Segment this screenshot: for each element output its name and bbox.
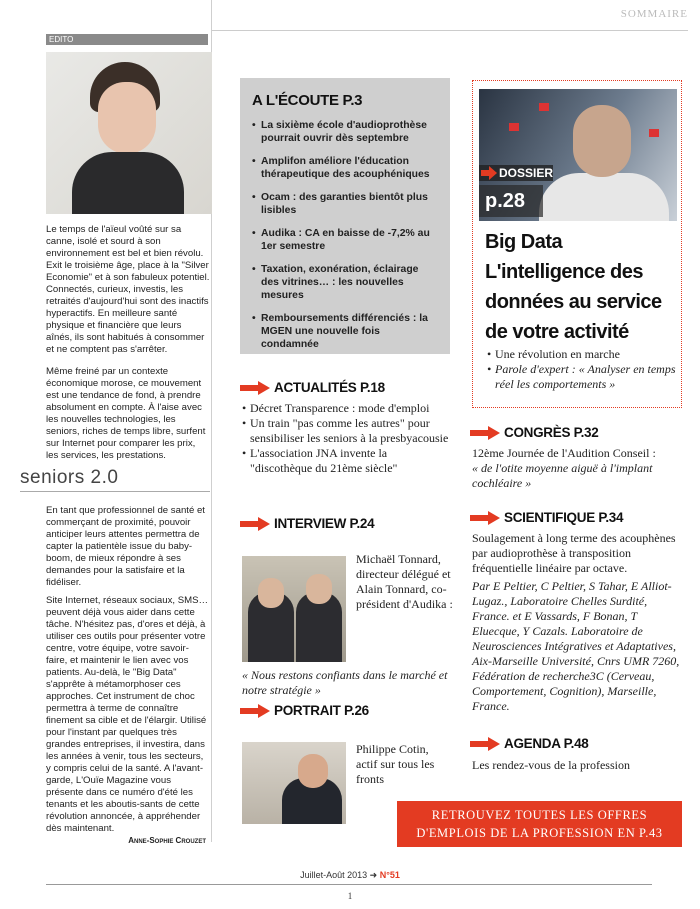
arrow-right-icon	[240, 517, 270, 531]
list-item[interactable]: • Taxation, exonération, éclairage des vitrines… : les nouvelles mesures	[252, 263, 438, 302]
list-item[interactable]: • Parole d'expert : « Analyser en temps réel les comportements »	[487, 362, 679, 392]
editor-signature: Anne-Sophie Crouzet	[128, 836, 206, 845]
interview-quote: « Nous restons confiants dans le marché et notre stratégie »	[242, 668, 448, 697]
scientifique-header[interactable]	[470, 510, 623, 525]
list-item[interactable]: • Un train "pas comme les autres" pour sensibiliser les seniors à la presbyacousie	[242, 416, 452, 446]
section-title: ACTUALITÉS P.18	[274, 380, 385, 395]
editor-photo	[46, 52, 212, 214]
portrait-header[interactable]	[240, 703, 369, 718]
congres-quote: « de l'otite moyenne aiguë à l'implant cochléaire »	[472, 461, 653, 490]
ecoute-box	[240, 78, 450, 354]
congres-header[interactable]	[470, 425, 598, 440]
section-title: PORTRAIT P.26	[274, 703, 369, 718]
list-item[interactable]: • Amplifon améliore l'éducation thérapeutique des acouphéniques	[252, 155, 438, 181]
job-offers-banner[interactable]	[397, 801, 682, 847]
edito-paragraph: Le temps de l'aïeul voûté sur sa canne, isolé et sourd à son environnement est bel et bien révolu. Exit le troisième âge, place à la "Silver Economie" et à son fabuleux potentiel. Connectés, curieux, investis, les retraités d'aujourd'hui sont des inactifs hyperactifs. En meilleure santé physique et financière que leurs aînés, ils sont habitués à consommer et ne comptent pas s'arrêter.	[46, 224, 210, 355]
interview-header[interactable]	[240, 516, 374, 531]
date-text: Juillet-Août 2013 ➜	[300, 870, 378, 880]
banner-line: D'EMPLOIS DE LA PROFESSION EN P.43	[416, 826, 663, 840]
arrow-right-icon	[470, 426, 500, 440]
dossier-title: Big Data L'intelligence des données au service de votre activité	[485, 231, 662, 343]
dossier-page: p.28	[479, 185, 543, 217]
congres-text: 12ème Journée de l'Audition Conseil :	[472, 446, 656, 460]
issue-number: N°51	[379, 870, 400, 880]
edito-paragraph: En tant que professionnel de santé et commerçant de proximité, pouvoir anticiper leurs attentes permettra de capter la patientèle issue du baby-boom, de mieux répondre à ses demandes pour la satisfaire et la fidéliser.	[46, 505, 205, 588]
arrow-right-icon	[470, 737, 500, 751]
dossier-tag: DOSSIER	[479, 165, 553, 181]
portrait-text: Philippe Cotin, actif sur tous les fronts	[356, 742, 435, 786]
section-label: SOMMAIRE	[620, 8, 688, 20]
portrait-photo	[242, 742, 346, 824]
interview-text: Michaël Tonnard, directeur délégué et Alain Tonnard, co-président d'Audika :	[356, 552, 453, 611]
arrow-right-icon	[240, 704, 270, 718]
section-title: AGENDA P.48	[504, 736, 589, 751]
agenda-header[interactable]	[470, 736, 588, 751]
interview-photo	[242, 556, 346, 662]
actualites-header[interactable]	[240, 380, 385, 395]
arrow-right-icon	[470, 511, 500, 525]
edito-paragraph: Même freiné par un contexte économique morose, ce mouvement est une tendance de fond, à prendre absolument en compte. À l'aise avec les nouvelles technologies, les seniors, riches de temps libre, surfent sur Internet pour comparer les prix, les services, les prestations.	[46, 366, 206, 461]
list-item[interactable]: • Ocam : des garanties bientôt plus lisibles	[252, 191, 438, 217]
list-item[interactable]: • Remboursements différenciés : la MGEN une nouvelle fois condamnée	[252, 312, 438, 351]
scientifique-text: Soulagement à long terme des acouphènes par audioprothèse à transposition fréquentielle linéaire par octave.	[472, 531, 676, 575]
issue-date	[0, 870, 700, 881]
ecoute-title: A L'ÉCOUTE P.3	[252, 92, 363, 109]
section-title: INTERVIEW P.24	[274, 516, 375, 531]
agenda-text: Les rendez-vous de la profession	[472, 758, 630, 772]
banner-line: RETROUVEZ TOUTES LES OFFRES	[431, 808, 648, 822]
section-title: CONGRÈS P.32	[504, 425, 599, 440]
dossier-box[interactable]	[472, 80, 682, 408]
dossier-list	[487, 347, 679, 392]
list-item[interactable]: • Décret Transparence : mode d'emploi	[242, 401, 452, 416]
page-number: 1	[347, 891, 353, 901]
divider	[46, 884, 652, 885]
arrow-right-icon	[240, 381, 270, 395]
list-item[interactable]: • L'association JNA invente la "discothèque du 21ème siècle"	[242, 446, 452, 476]
divider	[212, 30, 688, 31]
list-item[interactable]: • Une révolution en marche	[487, 347, 679, 362]
actualites-list	[242, 401, 452, 476]
edito-paragraph: Site Internet, réseaux sociaux, SMS… peuvent déjà vous aider dans cette tâche. N'hésitez pas, d'ores et déjà, à utiliser ces outils pour présenter votre centre, votre équipe, votre savoir-faire, et maintenir le lien avec vos patients. Au-delà, le "Big Data" s'apprête à métamorphoser ces approches. Cet instrument de choc permettra à terme de connaître finement sa cible et de l'élargir. Utilisé pour l'instant par quelques très grandes entreprises, il investira, dans les années à venir, tous les secteurs, y compris celui de la santé. A l'avant-garde, L'Ouïe Magazine vous présente dans ce numéro d'été les tenants et les aboutis-sants de cette révolution annoncée, à appréhender dès maintenant.	[46, 595, 209, 834]
edito-label: EDITO	[46, 34, 208, 45]
scientifique-authors: Par E Peltier, C Peltier, S Tahar, E Alliot-Lugaz., Laboratoire Chelles Surdité, France. et E Vassards, F Bonan, T Eluecque, Y Cazals. Laboratoire de Neurosciences Intégratives et Adaptatives, Aix-Marseille Université, Cnrs UMR 7260, Fédération de recherche3C (Cerveau, Comportement, Cognition), Marseille, France.	[472, 579, 680, 713]
list-item[interactable]: • Audika : CA en baisse de -7,2% au 1er semestre	[252, 227, 438, 253]
edito-subheading: seniors 2.0	[20, 467, 210, 492]
list-item[interactable]: • La sixième école d'audioprothèse pourrait ouvrir dès septembre	[252, 119, 438, 145]
section-title: SCIENTIFIQUE P.34	[504, 510, 624, 525]
